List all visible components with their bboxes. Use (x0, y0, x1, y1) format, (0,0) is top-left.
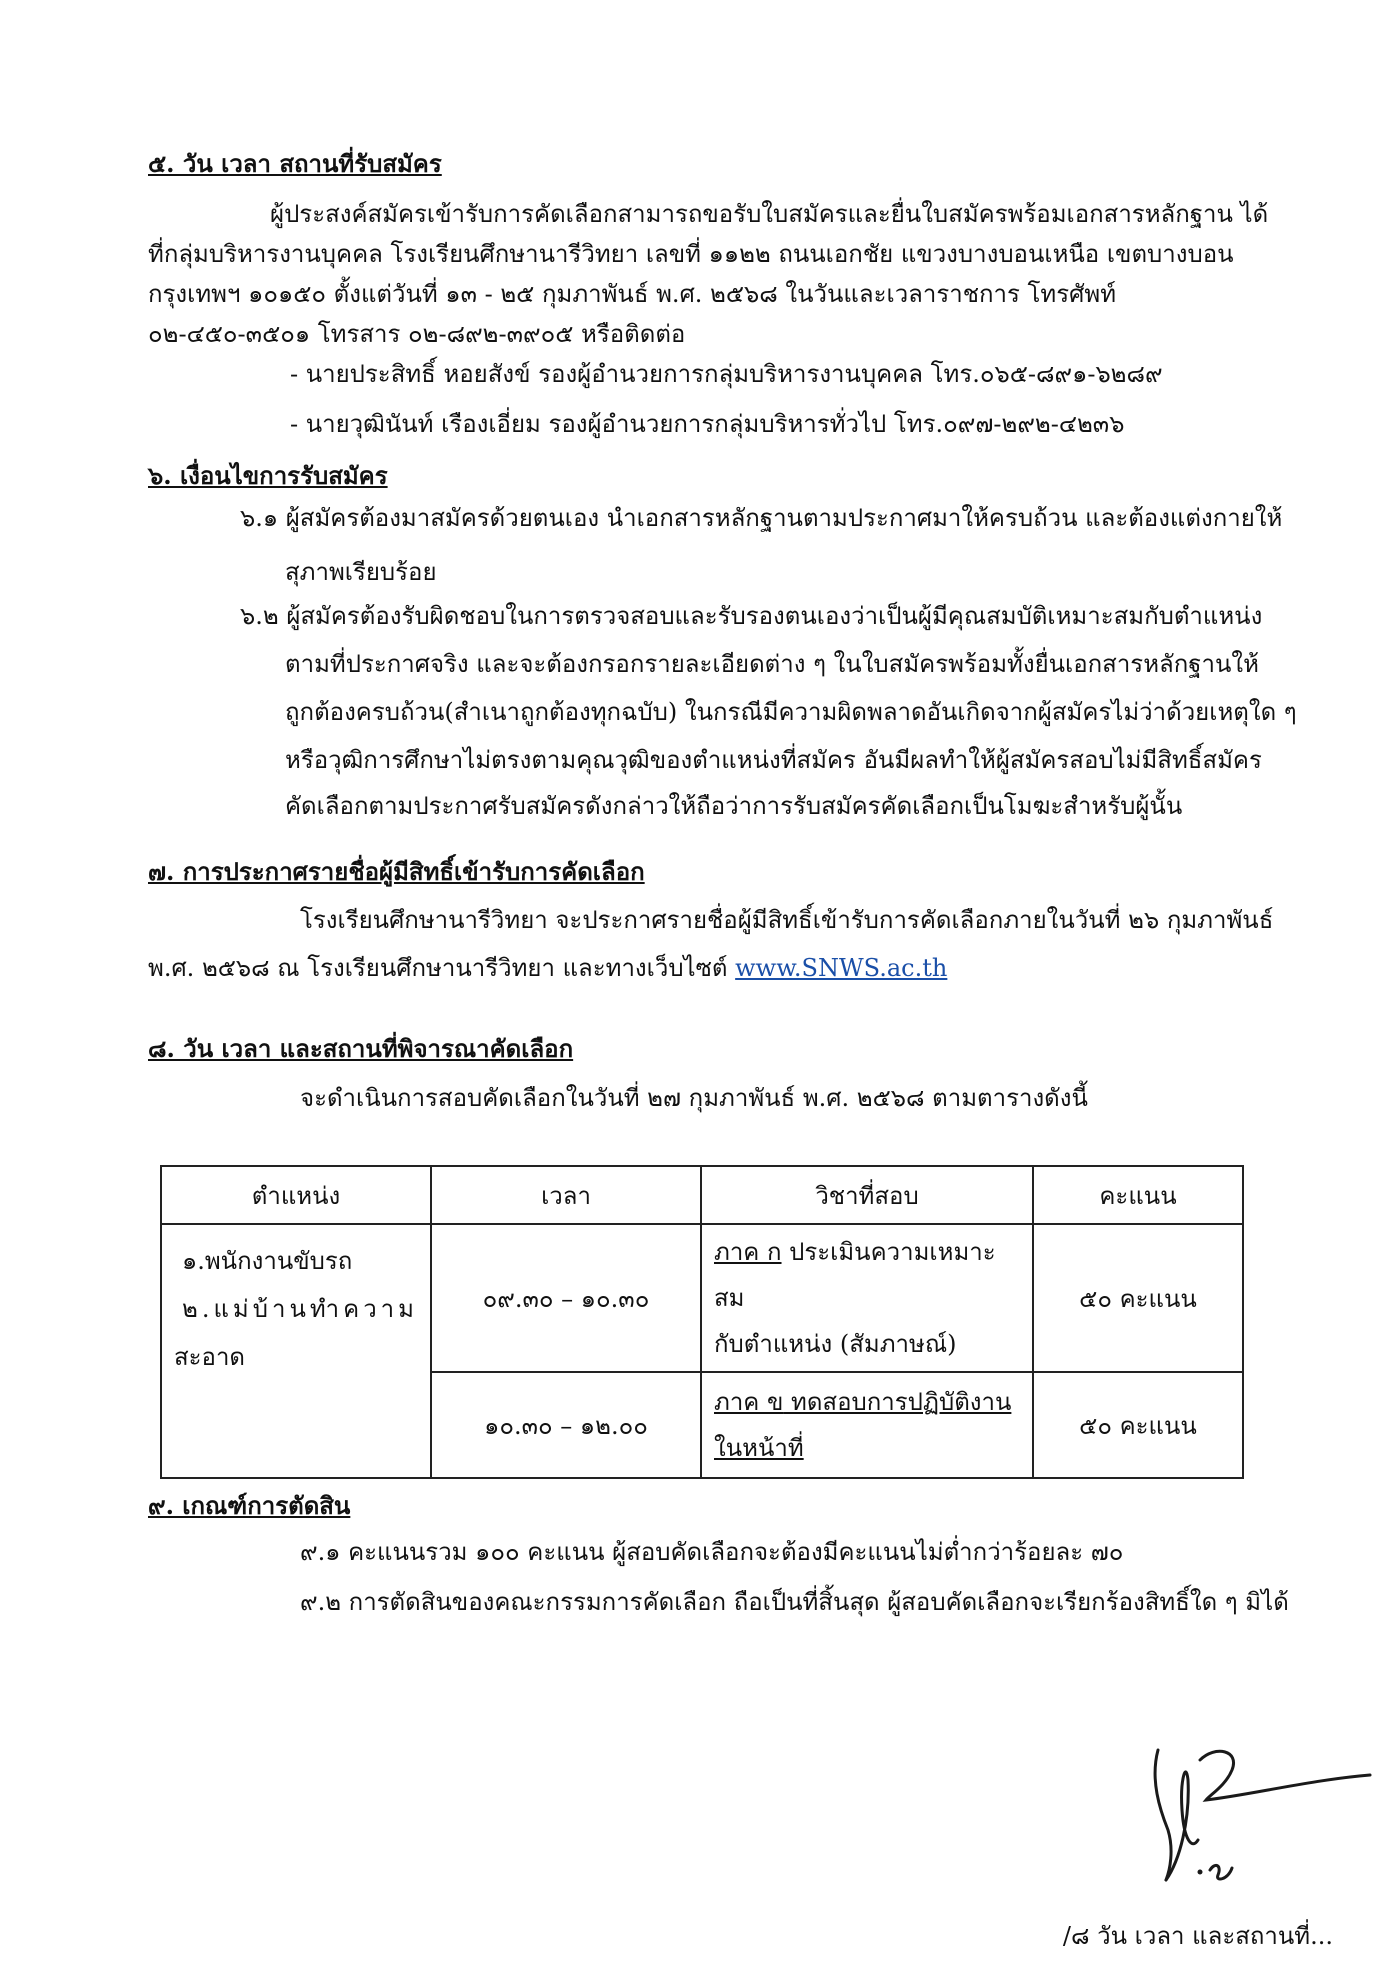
section-6-2-line-3: ถูกต้องครบถ้วน(สำเนาถูกต้องทุกฉบับ) ในกรณีมีความผิดพลาดอันเกิดจากผู้สมัครไม่ว่าด้วยเหตุใด ๆ (285, 698, 1297, 726)
contact-1: - นายประสิทธิ์ หอยสังข์ รองผู้อำนวยการกลุ่มบริหารงานบุคคล โทร.๐๖๕-๘๙๑-๖๒๘๙ (290, 360, 1163, 388)
signature-icon (1140, 1740, 1380, 1890)
section-7-line-1: โรงเรียนศึกษานารีวิทยา จะประกาศรายชื่อผู้มีสิทธิ์เข้ารับการคัดเลือกภายในวันที่ ๒๖ กุมภาพันธ์ (300, 906, 1274, 934)
section-9-heading: ๙. เกณฑ์การตัดสิน (148, 1491, 351, 1520)
header-subject: วิชาที่สอบ (701, 1166, 1033, 1224)
section-9-1: ๙.๑ คะแนนรวม ๑๐๐ คะแนน ผู้สอบคัดเลือกจะต้องมีคะแนนไม่ต่ำกว่าร้อยละ ๗๐ (300, 1538, 1124, 1566)
table-header-row (161, 1166, 1243, 1224)
subject-text-line-2: กับตำแหน่ง (สัมภาษณ์) (714, 1330, 957, 1358)
section-5-line-4: ๐๒-๔๕๐-๓๕๐๑ โทรสาร ๐๒-๘๙๒-๓๙๐๕ หรือติดต่อ (148, 320, 686, 348)
position-2-cont: สะอาด (174, 1343, 246, 1371)
section-7-line-2 (148, 952, 947, 984)
section-6-1-line-2: สุภาพเรียบร้อย (285, 558, 437, 586)
section-8-line-1: จะดำเนินการสอบคัดเลือกในวันที่ ๒๗ กุมภาพันธ์ พ.ศ. ๒๕๖๘ ตามตารางดังนี้ (300, 1084, 1088, 1112)
section-7-line-2-text: พ.ศ. ๒๕๖๘ ณ โรงเรียนศึกษานารีวิทยา และทางเว็บไซต์ (148, 954, 736, 982)
section-5-line-3: กรุงเทพฯ ๑๐๑๕๐ ตั้งแต่วันที่ ๑๓ - ๒๕ กุมภาพันธ์ พ.ศ. ๒๕๖๘ ในวันและเวลาราชการ โทรศัพท์ (148, 280, 1117, 308)
section-6-2-line-1: ๖.๒ ผู้สมัครต้องรับผิดชอบในการตรวจสอบและรับรองตนเองว่าเป็นผู้มีคุณสมบัติเหมาะสมกับตำแหน่ง (240, 602, 1263, 630)
website-link[interactable]: www.SNWS.ac.th (735, 954, 948, 982)
score-cell: ๕๐ คะแนน (1033, 1224, 1243, 1372)
section-7-heading: ๗. การประกาศรายชื่อผู้มีสิทธิ์เข้ารับการคัดเลือก (148, 857, 645, 886)
position-1: ๑.พนักงานขับรถ (182, 1247, 353, 1275)
subject-part-label: ภาค ข (714, 1388, 784, 1416)
subject-text: ทดสอบการปฏิบัติงาน (783, 1388, 1012, 1416)
section-6-2-line-4: หรือวุฒิการศึกษาไม่ตรงตามคุณวุฒิของตำแหน่งที่สมัคร อันมีผลทำให้ผู้สมัครสอบไม่มีสิทธิ์สมัคร (285, 746, 1262, 774)
section-6-heading: ๖. เงื่อนไขการรับสมัคร (148, 461, 388, 490)
time-cell: ๐๙.๓๐ – ๑๐.๓๐ (431, 1224, 701, 1372)
position-cell (161, 1224, 431, 1478)
section-5-line-1: ผู้ประสงค์สมัครเข้ารับการคัดเลือกสามารถขอรับใบสมัครและยื่นใบสมัครพร้อมเอกสารหลักฐาน ได้ (270, 200, 1269, 228)
header-position: ตำแหน่ง (161, 1166, 431, 1224)
table-row (161, 1224, 1243, 1372)
subject-cell (701, 1224, 1033, 1372)
section-5-line-2: ที่กลุ่มบริหารงานบุคคล โรงเรียนศึกษานารีวิทยา เลขที่ ๑๑๒๒ ถนนเอกชัย แขวงบางบอนเหนือ เขตบางบอน (148, 240, 1234, 268)
section-9-2: ๙.๒ การตัดสินของคณะกรรมการคัดเลือก ถือเป็นที่สิ้นสุด ผู้สอบคัดเลือกจะเรียกร้องสิทธิ์ใด ๆ มิได้ (300, 1588, 1289, 1616)
section-6-1-line-1: ๖.๑ ผู้สมัครต้องมาสมัครด้วยตนเอง นำเอกสารหลักฐานตามประกาศมาให้ครบถ้วน และต้องแต่งกายให้ (240, 504, 1283, 532)
section-6-2-line-2: ตามที่ประกาศจริง และจะต้องกรอกรายละเอียดต่าง ๆ ในใบสมัครพร้อมทั้งยื่นเอกสารหลักฐานให้ (285, 650, 1259, 678)
subject-part-label: ภาค ก (714, 1238, 782, 1266)
header-time: เวลา (431, 1166, 701, 1224)
position-2: ๒.แม่บ้านทำความ (182, 1295, 418, 1323)
section-8-heading: ๘. วัน เวลา และสถานที่พิจารณาคัดเลือก (148, 1034, 574, 1063)
contact-2: - นายวุฒินันท์ เรืองเอี่ยม รองผู้อำนวยการกลุ่มบริหารทั่วไป โทร.๐๙๗-๒๙๒-๔๒๓๖ (290, 410, 1125, 438)
header-score: คะแนน (1033, 1166, 1243, 1224)
exam-schedule-table (160, 1165, 1244, 1479)
section-5-heading: ๕. วัน เวลา สถานที่รับสมัคร (148, 149, 442, 178)
subject-cell (701, 1372, 1033, 1478)
score-cell: ๕๐ คะแนน (1033, 1372, 1243, 1478)
time-cell: ๑๐.๓๐ – ๑๒.๐๐ (431, 1372, 701, 1478)
section-6-2-line-5: คัดเลือกตามประกาศรับสมัครดังกล่าวให้ถือว่าการรับสมัครคัดเลือกเป็นโมฆะสำหรับผู้นั้น (285, 792, 1183, 820)
page-continuation: /๘ วัน เวลา และสถานที่... (1062, 1922, 1333, 1950)
subject-text-line-2: ในหน้าที่ (714, 1434, 804, 1462)
subject-text: ประเมินความเหมาะสม (714, 1238, 996, 1312)
